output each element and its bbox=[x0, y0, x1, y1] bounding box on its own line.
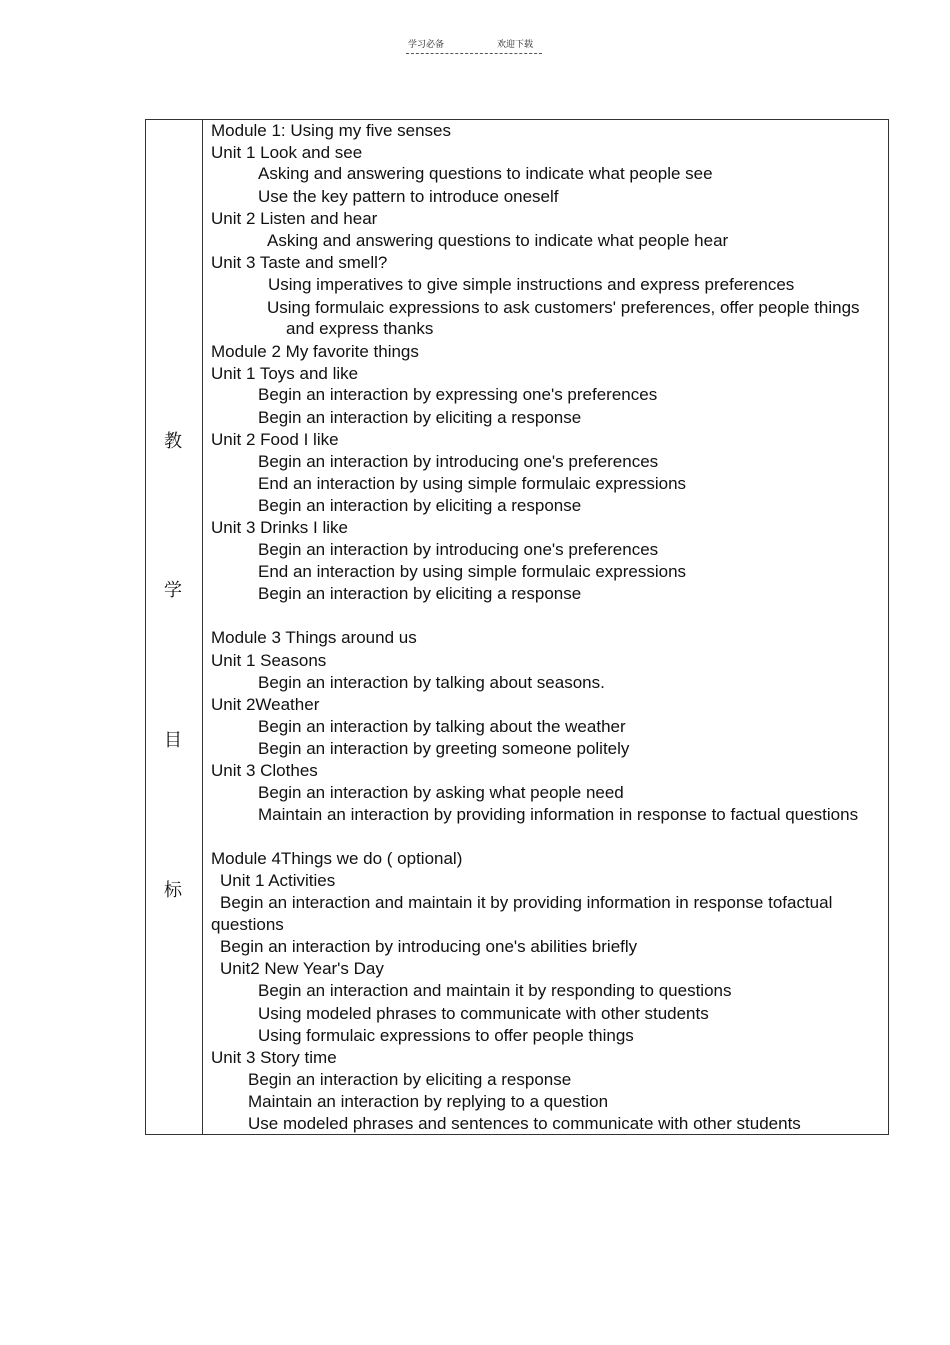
unit-heading: Unit 1 Toys and like bbox=[211, 364, 359, 383]
objective-item: Maintain an interaction by replying to a question bbox=[248, 1092, 609, 1111]
unit-heading: Unit 3 Drinks I like bbox=[211, 518, 348, 537]
objective-item: Begin an interaction by talking about the weather bbox=[258, 717, 626, 736]
objective-item: Asking and answering questions to indicate what people hear bbox=[267, 231, 729, 250]
module-heading: Module 1: Using my five senses bbox=[211, 121, 451, 140]
header-right-text: 欢迎下载 bbox=[497, 40, 534, 50]
objective-item: Begin an interaction by eliciting a response bbox=[258, 408, 582, 427]
objective-item-continued: and express thanks bbox=[286, 319, 434, 338]
side-label-char: 学 bbox=[164, 580, 182, 601]
unit-heading: Unit 3 Taste and smell? bbox=[211, 253, 388, 272]
header-dashed-rule bbox=[406, 53, 542, 54]
objective-item: Begin an interaction by eliciting a response bbox=[258, 496, 582, 515]
unit-heading: Unit 2 Food I like bbox=[211, 430, 339, 449]
objectives-content bbox=[203, 120, 889, 1134]
side-label-char: 标 bbox=[164, 880, 182, 901]
module-heading: Module 4Things we do ( optional) bbox=[211, 849, 463, 868]
teaching-objectives-table bbox=[145, 119, 889, 1135]
objective-item: Using formulaic expressions to ask customers' preferences, offer people things bbox=[267, 298, 860, 317]
objective-item: Maintain an interaction by providing information in response to factual questions bbox=[258, 805, 859, 824]
objective-item: Begin an interaction by talking about seasons. bbox=[258, 673, 605, 692]
side-label-column bbox=[146, 120, 203, 1134]
unit-heading: Unit 1 Activities bbox=[220, 871, 336, 890]
objective-item: Begin an interaction by eliciting a response bbox=[248, 1070, 572, 1089]
objective-item: Use the key pattern to introduce oneself bbox=[258, 187, 559, 206]
unit-heading: Unit2 New Year's Day bbox=[220, 959, 384, 978]
objective-item: Using imperatives to give simple instructions and express preferences bbox=[268, 275, 795, 294]
objective-item: End an interaction by using simple formulaic expressions bbox=[258, 474, 687, 493]
objective-item: Begin an interaction by greeting someone politely bbox=[258, 739, 630, 758]
unit-heading: Unit 2 Listen and hear bbox=[211, 209, 378, 228]
objective-item-continued: questions bbox=[211, 915, 284, 934]
header-left-text: 学习必备 bbox=[408, 40, 445, 50]
objective-item: Using modeled phrases to communicate with other students bbox=[258, 1004, 709, 1023]
module-heading: Module 2 My favorite things bbox=[211, 342, 419, 361]
unit-heading: Unit 3 Story time bbox=[211, 1048, 337, 1067]
objective-item: Begin an interaction by asking what people need bbox=[258, 783, 624, 802]
objective-item: Begin an interaction by introducing one's preferences bbox=[258, 452, 659, 471]
unit-heading: Unit 1 Seasons bbox=[211, 651, 327, 670]
objective-item: Use modeled phrases and sentences to communicate with other students bbox=[248, 1114, 801, 1133]
objective-item: Begin an interaction by introducing one's abilities briefly bbox=[220, 937, 638, 956]
unit-heading: Unit 2Weather bbox=[211, 695, 320, 714]
objective-item: Asking and answering questions to indicate what people see bbox=[258, 164, 713, 183]
side-label-char: 目 bbox=[164, 730, 182, 751]
objective-item: Begin an interaction by eliciting a response bbox=[258, 584, 582, 603]
side-label-char: 教 bbox=[164, 431, 182, 452]
objective-item: End an interaction by using simple formulaic expressions bbox=[258, 562, 687, 581]
objective-item: Begin an interaction by introducing one's preferences bbox=[258, 540, 659, 559]
objective-item: Begin an interaction and maintain it by providing information in response tofactual bbox=[220, 893, 833, 912]
objective-item: Begin an interaction by expressing one's preferences bbox=[258, 385, 658, 404]
unit-heading: Unit 1 Look and see bbox=[211, 143, 363, 162]
objective-item: Using formulaic expressions to offer people things bbox=[258, 1026, 634, 1045]
unit-heading: Unit 3 Clothes bbox=[211, 761, 318, 780]
module-heading: Module 3 Things around us bbox=[211, 628, 417, 647]
page-header bbox=[0, 38, 950, 60]
objective-item: Begin an interaction and maintain it by responding to questions bbox=[258, 981, 732, 1000]
